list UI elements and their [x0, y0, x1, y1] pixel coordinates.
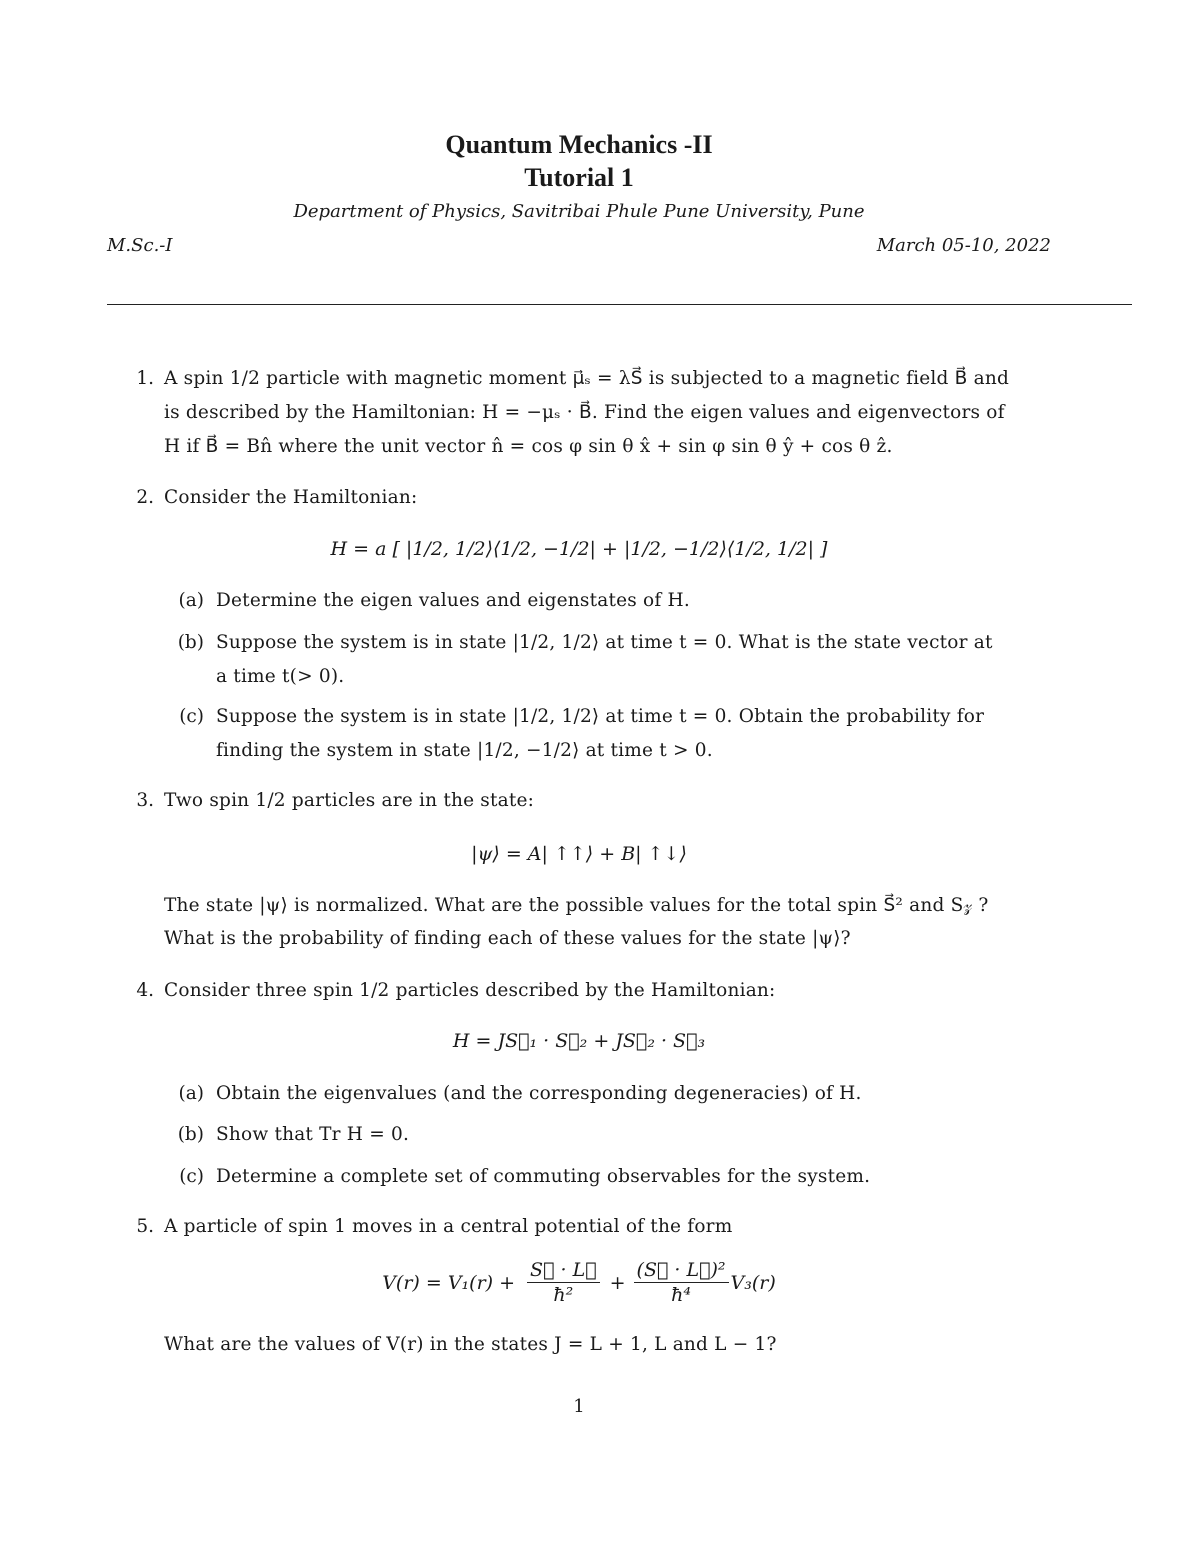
equation-plus: +: [609, 1271, 626, 1294]
problem-5-line-1: What are the values of V(r) in the states J = L + 1, L and L − 1?: [164, 1334, 777, 1355]
page-subtitle: Tutorial 1: [524, 163, 634, 192]
fraction-1: [527, 1258, 600, 1307]
problem-4-number: 4.: [136, 980, 154, 1001]
equation-lhs: V(r) = V₁(r) +: [382, 1271, 516, 1294]
problem-4b-line-1: Show that Tr H = 0.: [216, 1124, 410, 1145]
page-number: 1: [573, 1396, 585, 1417]
problem-2b-line-1: Suppose the system is in state |1/2, 1/2⟩ at time t = 0. What is the state vector at: [216, 632, 993, 653]
problem-2c-line-1: Suppose the system is in state |1/2, 1/2⟩ at time t = 0. Obtain the probability for: [216, 706, 985, 727]
page-title: Quantum Mechanics -II: [445, 130, 713, 159]
problem-5-number: 5.: [136, 1216, 154, 1237]
problem-2c-line-2: finding the system in state |1/2, −1/2⟩ at time t > 0.: [216, 740, 713, 761]
equation-rhs: V₃(r): [730, 1271, 776, 1294]
problem-2a-label: (a): [178, 590, 204, 611]
problem-3-equation: |ψ⟩ = A| ↑↑⟩ + B| ↑↓⟩: [471, 843, 687, 865]
problem-3-line-2: What is the probability of finding each of these values for the state |ψ⟩?: [164, 928, 851, 949]
problem-3-number: 3.: [136, 790, 154, 811]
fraction-2-numerator: (S⃗ · L⃗)²: [634, 1258, 729, 1283]
problem-4a-label: (a): [178, 1083, 204, 1104]
problem-3-line-1: The state |ψ⟩ is normalized. What are the possible values for the total spin S⃗² and S𝓏 ?: [164, 895, 989, 916]
problem-4c-label: (c): [179, 1166, 204, 1187]
problem-2b-line-2: a time t(> 0).: [216, 666, 345, 687]
date-label: March 05-10, 2022: [876, 235, 1051, 256]
problem-4-equation: H = JS⃗₁ · S⃗₂ + JS⃗₂ · S⃗₃: [452, 1030, 706, 1052]
problem-2a-line-1: Determine the eigen values and eigenstates of H.: [216, 590, 690, 611]
problem-4a-line-1: Obtain the eigenvalues (and the corresponding degeneracies) of H.: [216, 1083, 862, 1104]
department-line: Department of Physics, Savitribai Phule Pune University, Pune: [293, 201, 865, 222]
course-label: M.Sc.-I: [107, 235, 173, 256]
fraction-1-denominator: ħ²: [553, 1284, 574, 1306]
fraction-2: [634, 1258, 729, 1307]
problem-3-intro: Two spin 1/2 particles are in the state:: [164, 790, 535, 811]
problem-2c-label: (c): [179, 706, 204, 727]
problem-4-intro: Consider three spin 1/2 particles described by the Hamiltonian:: [164, 980, 776, 1001]
problem-1-line-3: H if B⃗ = Bn̂ where the unit vector n̂ = cos φ sin θ x̂ + sin φ sin θ ŷ + cos θ ẑ.: [164, 436, 893, 457]
problem-5-intro: A particle of spin 1 moves in a central potential of the form: [164, 1216, 733, 1237]
problem-5-equation: [0, 1258, 1158, 1307]
problem-4b-label: (b): [177, 1124, 204, 1145]
problem-2-intro: Consider the Hamiltonian:: [164, 487, 418, 508]
problem-1-number: 1.: [136, 368, 154, 389]
problem-2-equation: H = a [ |1/2, 1/2⟩⟨1/2, −1/2| + |1/2, −1/2⟩⟨1/2, 1/2| ]: [330, 538, 828, 560]
header-divider: [107, 304, 1132, 305]
problem-2-number: 2.: [136, 487, 154, 508]
problem-1-line-1: A spin 1/2 particle with magnetic moment μ⃗ₛ = λS⃗ is subjected to a magnetic field B⃗ and: [164, 368, 1010, 389]
fraction-2-denominator: ħ⁴: [671, 1284, 691, 1306]
fraction-1-numerator: S⃗ · L⃗: [527, 1258, 600, 1283]
problem-2b-label: (b): [177, 632, 204, 653]
problem-4c-line-1: Determine a complete set of commuting observables for the system.: [216, 1166, 871, 1187]
problem-1-line-2: is described by the Hamiltonian: H = −μₛ · B⃗. Find the eigen values and eigenvectors of: [164, 402, 1005, 423]
